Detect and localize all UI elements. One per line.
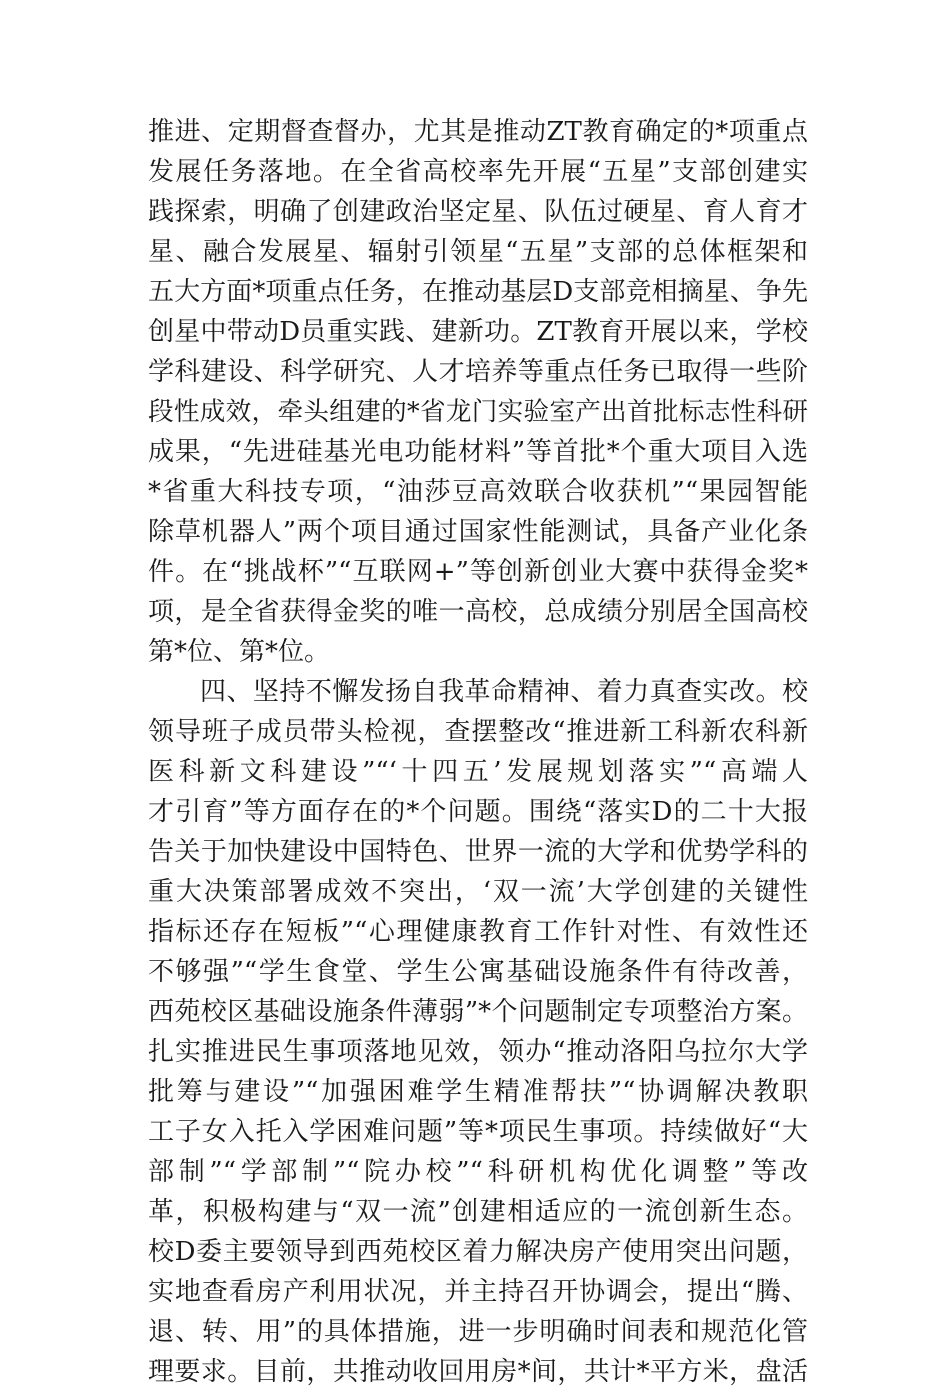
text-line: 理要求。目前，共推动收回用房*间，共计*平方米，盘活 — [148, 1357, 808, 1387]
text-line: 工子女入托入学困难问题”等*项民生事项。持续做好“大 — [148, 1117, 808, 1147]
text-line: 发展任务落地。在全省高校率先开展“五星”支部创建实 — [148, 157, 808, 187]
text-line: 医科新文科建设”“‘十四五’发展规划落实”“高端人 — [148, 757, 808, 787]
text-line: 西苑校区基础设施条件薄弱”*个问题制定专项整治方案。 — [148, 997, 808, 1027]
text-line: *省重大科技专项，“油莎豆高效联合收获机”“果园智能 — [148, 477, 808, 507]
text-line: 才引育”等方面存在的*个问题。围绕“落实D的二十大报 — [148, 797, 808, 827]
text-line: 扎实推进民生事项落地见效，领办“推动洛阳乌拉尔大学 — [148, 1037, 808, 1067]
paragraph-end-line: 第*位、第*位。 — [148, 637, 331, 667]
text-line: 成果，“先进硅基光电功能材料”等首批*个重大项目入选 — [148, 437, 808, 467]
text-line: 五大方面*项重点任务，在推动基层D支部竞相摘星、争先 — [148, 277, 808, 307]
text-line: 领导班子成员带头检视，查摆整改“推进新工科新农科新 — [148, 717, 808, 747]
text-line: 校D委主要领导到西苑校区着力解决房产使用突出问题， — [148, 1237, 808, 1267]
text-line: 星、融合发展星、辐射引领星“五星”支部的总体框架和 — [148, 237, 808, 267]
text-line: 不够强”“学生食堂、学生公寓基础设施条件有待改善， — [148, 957, 808, 987]
text-line: 实地查看房产利用状况，并主持召开协调会，提出“腾、 — [148, 1277, 808, 1307]
text-line: 指标还存在短板”“心理健康教育工作针对性、有效性还 — [148, 917, 808, 947]
text-line: 学科建设、科学研究、人才培养等重点任务已取得一些阶 — [148, 357, 808, 387]
text-line: 退、转、用”的具体措施，进一步明确时间表和规范化管 — [148, 1317, 808, 1347]
section-heading-line: 四、坚持不懈发扬自我革命精神、着力真查实改。校 — [200, 677, 808, 707]
text-line: 件。在“挑战杯”“互联网+”等创新创业大赛中获得金奖* — [148, 557, 808, 587]
text-line: 除草机器人”两个项目通过国家性能测试，具备产业化条 — [148, 517, 808, 547]
text-line: 革，积极构建与“双一流”创建相适应的一流创新生态。 — [148, 1197, 808, 1227]
text-line: 段性成效，牵头组建的*省龙门实验室产出首批标志性科研 — [148, 397, 808, 427]
text-line: 项，是全省获得金奖的唯一高校，总成绩分别居全国高校 — [148, 597, 808, 627]
text-line: 部制”“学部制”“院办校”“科研机构优化调整”等改 — [148, 1157, 808, 1187]
text-line: 告关于加快建设中国特色、世界一流的大学和优势学科的 — [148, 837, 808, 867]
text-line: 推进、定期督查督办，尤其是推动ZT教育确定的*项重点 — [148, 117, 808, 147]
text-line: 践探索，明确了创建政治坚定星、队伍过硬星、育人育才 — [148, 197, 808, 227]
text-line: 批筹与建设”“加强困难学生精准帮扶”“协调解决教职 — [148, 1077, 808, 1107]
body-text — [148, 112, 808, 1392]
text-line: 创星中带动D员重实践、建新功。ZT教育开展以来，学校 — [148, 317, 808, 347]
text-line: 重大决策部署成效不突出，‘双一流’大学创建的关键性 — [148, 877, 808, 907]
